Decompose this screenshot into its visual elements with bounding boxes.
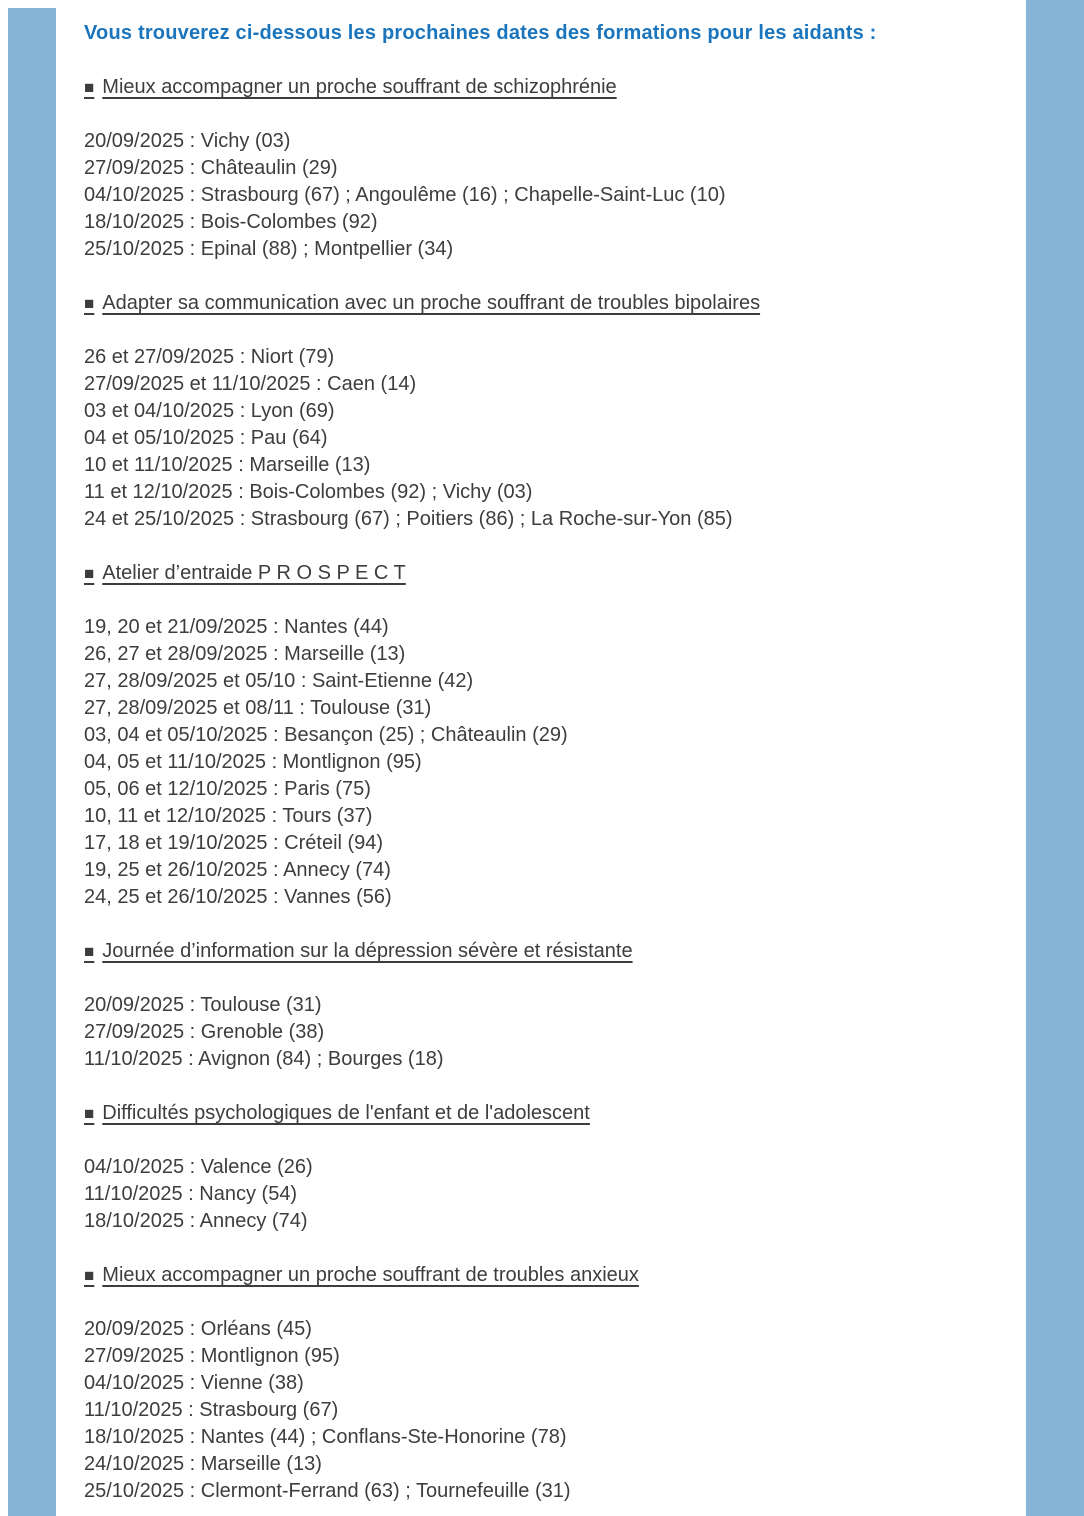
section-title [84,938,1009,965]
training-section [84,1100,1009,1235]
training-section [84,938,1009,1073]
section-title [84,290,1009,317]
event-list [84,344,1009,533]
event-line: 24 et 25/10/2025 : Strasbourg (67) ; Poitiers (86) ; La Roche-sur-Yon (85) [84,508,733,530]
newsletter-body [84,20,1009,1505]
event-line: 03, 04 et 05/10/2025 : Besançon (25) ; Châteaulin (29) [84,724,568,746]
section-title-text: Journée d’information sur la dépression sévère et résistante [102,940,633,962]
sections-container [84,74,1009,1505]
square-bullet-icon: ■ [84,564,95,583]
intro-heading: Vous trouverez ci-dessous les prochaines dates des formations pour les aidants : [84,22,877,44]
event-line: 25/10/2025 : Epinal (88) ; Montpellier (34) [84,238,454,260]
event-line: 20/09/2025 : Vichy (03) [84,130,291,152]
training-section [84,290,1009,533]
event-line: 11/10/2025 : Strasbourg (67) [84,1399,339,1421]
square-bullet-icon: ■ [84,1104,95,1123]
training-section [84,1262,1009,1505]
event-line: 04/10/2025 : Valence (26) [84,1156,313,1178]
event-line: 11 et 12/10/2025 : Bois-Colombes (92) ; Vichy (03) [84,481,533,503]
event-line: 20/09/2025 : Toulouse (31) [84,994,322,1016]
event-line: 27/09/2025 : Châteaulin (29) [84,157,338,179]
event-line: 05, 06 et 12/10/2025 : Paris (75) [84,778,371,800]
section-title-text: Difficultés psychologiques de l'enfant et de l'adolescent [102,1102,590,1124]
event-line: 18/10/2025 : Bois-Colombes (92) [84,211,378,233]
event-line: 24, 25 et 26/10/2025 : Vannes (56) [84,886,392,908]
event-line: 27, 28/09/2025 et 05/10 : Saint-Etienne (42) [84,670,474,692]
training-section [84,74,1009,263]
event-line: 27/09/2025 et 11/10/2025 : Caen (14) [84,373,417,395]
section-title [84,74,1009,101]
left-border-strip [8,8,56,1516]
event-line: 04, 05 et 11/10/2025 : Montlignon (95) [84,751,422,773]
event-list [84,614,1009,911]
training-section [84,560,1009,911]
event-line: 25/10/2025 : Clermont-Ferrand (63) ; Tournefeuille (31) [84,1480,571,1502]
section-title [84,1100,1009,1127]
event-line: 18/10/2025 : Annecy (74) [84,1210,308,1232]
event-line: 17, 18 et 19/10/2025 : Créteil (94) [84,832,384,854]
event-list [84,1154,1009,1235]
event-line: 19, 20 et 21/09/2025 : Nantes (44) [84,616,389,638]
event-line: 24/10/2025 : Marseille (13) [84,1453,322,1475]
event-line: 26 et 27/09/2025 : Niort (79) [84,346,335,368]
event-line: 20/09/2025 : Orléans (45) [84,1318,312,1340]
event-line: 27, 28/09/2025 et 08/11 : Toulouse (31) [84,697,432,719]
event-line: 04 et 05/10/2025 : Pau (64) [84,427,328,449]
square-bullet-icon: ■ [84,1266,95,1285]
event-line: 27/09/2025 : Grenoble (38) [84,1021,325,1043]
event-line: 10, 11 et 12/10/2025 : Tours (37) [84,805,373,827]
event-line: 19, 25 et 26/10/2025 : Annecy (74) [84,859,391,881]
event-line: 04/10/2025 : Strasbourg (67) ; Angoulême (16) ; Chapelle-Saint-Luc (10) [84,184,726,206]
event-line: 11/10/2025 : Nancy (54) [84,1183,298,1205]
event-line: 18/10/2025 : Nantes (44) ; Conflans-Ste-Honorine (78) [84,1426,567,1448]
square-bullet-icon: ■ [84,942,95,961]
section-title-text: Adapter sa communication avec un proche souffrant de troubles bipolaires [102,292,761,314]
section-title [84,1262,1009,1289]
right-border-strip [1026,0,1084,1516]
square-bullet-icon: ■ [84,78,95,97]
section-title-text: Atelier d’entraide P R O S P E C T [102,562,406,584]
event-line: 11/10/2025 : Avignon (84) ; Bourges (18) [84,1048,444,1070]
event-line: 26, 27 et 28/09/2025 : Marseille (13) [84,643,406,665]
event-list [84,128,1009,263]
section-title [84,560,1009,587]
event-list [84,1316,1009,1505]
section-title-text: Mieux accompagner un proche souffrant de troubles anxieux [102,1264,639,1286]
event-line: 27/09/2025 : Montlignon (95) [84,1345,340,1367]
square-bullet-icon: ■ [84,294,95,313]
event-line: 04/10/2025 : Vienne (38) [84,1372,304,1394]
section-title-text: Mieux accompagner un proche souffrant de schizophrénie [102,76,617,98]
event-line: 03 et 04/10/2025 : Lyon (69) [84,400,335,422]
event-list [84,992,1009,1073]
event-line: 10 et 11/10/2025 : Marseille (13) [84,454,371,476]
